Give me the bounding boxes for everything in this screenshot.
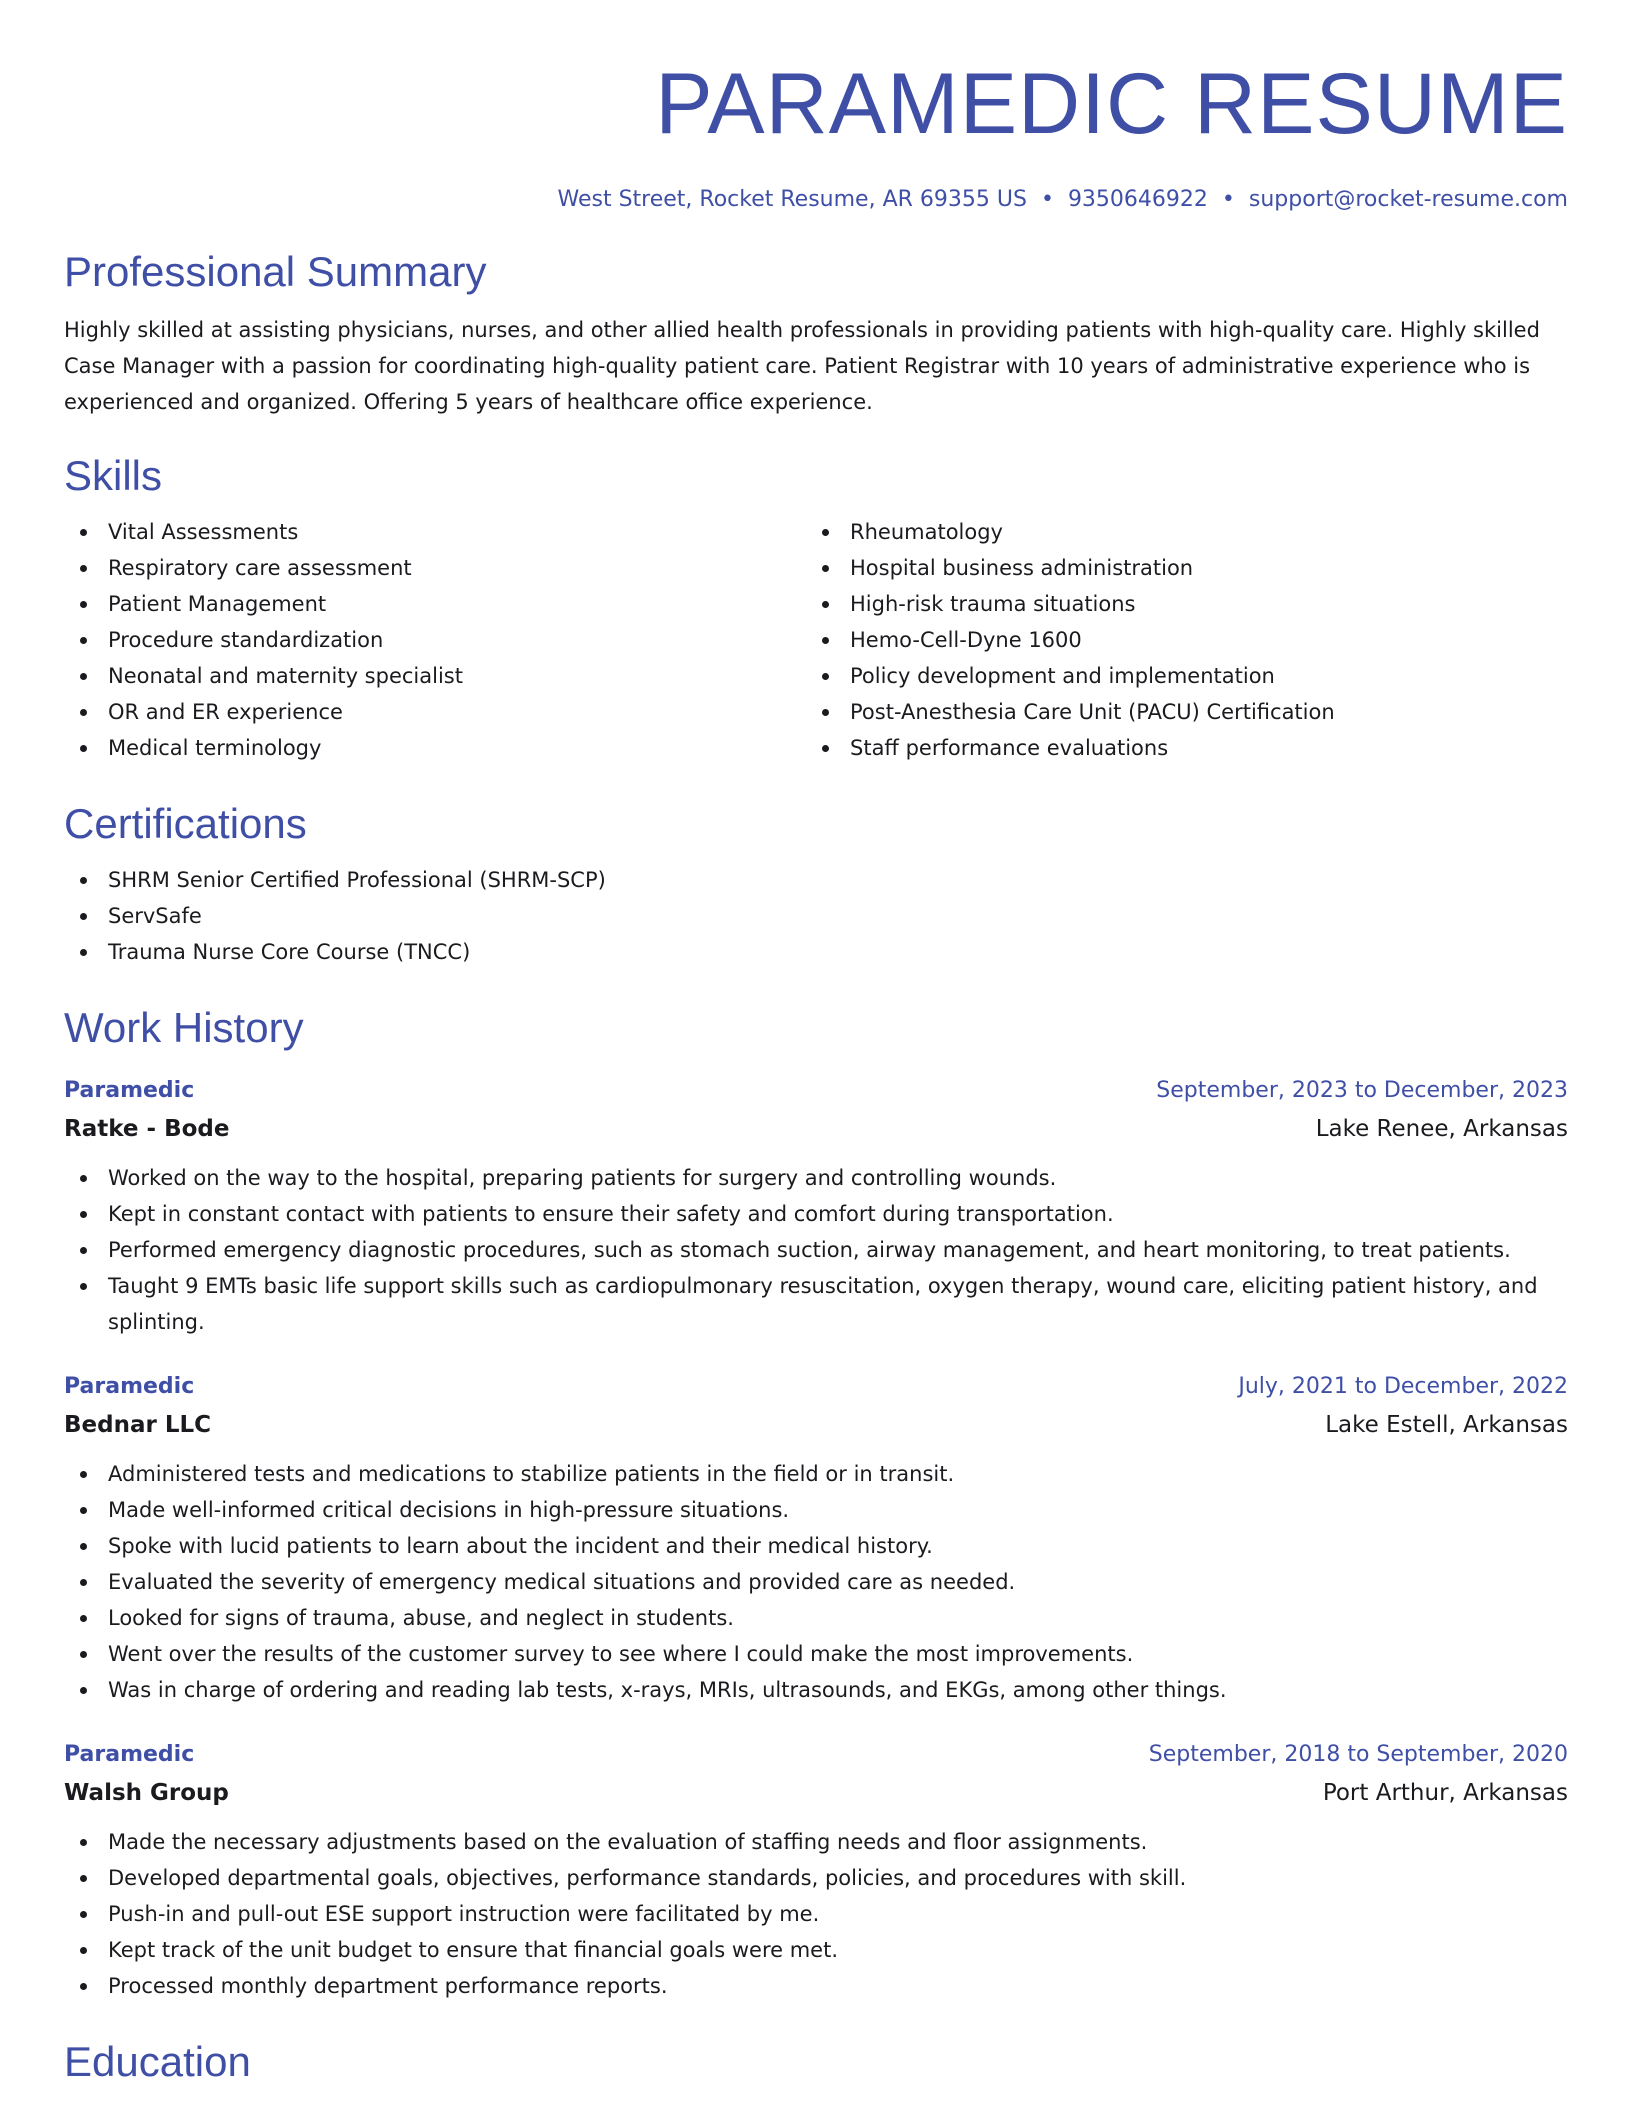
- certification-item: SHRM Senior Certified Professional (SHRM-SCP): [64, 862, 1568, 898]
- job-duty: Made well-informed critical decisions in high-pressure situations.: [64, 1492, 1568, 1528]
- job-duty: Developed departmental goals, objectives, performance standards, policies, and procedures with skill.: [64, 1860, 1568, 1896]
- job-subheader: [64, 1112, 1568, 1146]
- skill-item: Policy development and implementation: [806, 658, 1548, 694]
- skills-column-left: [64, 514, 806, 766]
- job-location: Port Arthur, Arkansas: [1322, 1780, 1568, 1806]
- job-duty: Evaluated the severity of emergency medical situations and provided care as needed.: [64, 1564, 1568, 1600]
- skill-item: Neonatal and maternity specialist: [64, 658, 806, 694]
- job-duty: Processed monthly department performance reports.: [64, 1968, 1568, 2004]
- job-duty: Looked for signs of trauma, abuse, and neglect in students.: [64, 1600, 1568, 1636]
- job-subheader: [64, 1776, 1568, 1810]
- job-title: Paramedic: [64, 1374, 195, 1399]
- skill-item: Medical terminology: [64, 730, 806, 766]
- skill-item: Post-Anesthesia Care Unit (PACU) Certification: [806, 694, 1548, 730]
- skill-item: Vital Assessments: [64, 514, 806, 550]
- job-dates: September, 2023 to December, 2023: [1156, 1078, 1568, 1103]
- job-duties-list: [64, 1824, 1568, 2004]
- work-history-heading: Work History: [64, 1004, 304, 1051]
- skills-list-right: [806, 514, 1548, 766]
- job-header: [64, 1370, 1568, 1404]
- skills-heading: Skills: [64, 452, 163, 499]
- contact-address: West Street, Rocket Resume, AR 69355 US: [557, 187, 1027, 212]
- skill-item: OR and ER experience: [64, 694, 806, 730]
- job-duty: Taught 9 EMTs basic life support skills such as cardiopulmonary resuscitation, oxygen therapy, wound care, eliciting patient history, and splinting.: [64, 1268, 1568, 1340]
- summary-text: Highly skilled at assisting physicians, nurses, and other allied health professionals in providing patients with high-quality care. Highly skilled Case Manager with a passion for coordinating high-quality patient care. Patient Registrar with 10 years of administrative experience who is experienced and organized. Offering 5 years of healthcare office experience.: [64, 318, 1540, 414]
- job-entry: [64, 1370, 1568, 1708]
- skill-item: Patient Management: [64, 586, 806, 622]
- job-header: [64, 1074, 1568, 1108]
- resume-page: [64, 0, 1568, 2112]
- job-dates: July, 2021 to December, 2022: [1238, 1374, 1568, 1399]
- job-duty: Administered tests and medications to stabilize patients in the field or in transit.: [64, 1456, 1568, 1492]
- job-duty: Went over the results of the customer survey to see where I could make the most improvements.: [64, 1636, 1568, 1672]
- job-dates: September, 2018 to September, 2020: [1148, 1742, 1568, 1767]
- skill-item: Procedure standardization: [64, 622, 806, 658]
- education-heading: Education: [64, 2038, 251, 2085]
- job-duties-list: [64, 1160, 1568, 1340]
- job-location: Lake Estell, Arkansas: [1325, 1412, 1568, 1438]
- skill-item: High-risk trauma situations: [806, 586, 1548, 622]
- job-title: Paramedic: [64, 1742, 195, 1767]
- job-duty: Was in charge of ordering and reading lab tests, x-rays, MRIs, ultrasounds, and EKGs, among other things.: [64, 1672, 1568, 1708]
- certifications-list: [64, 862, 1568, 970]
- job-header: [64, 1738, 1568, 1772]
- job-duty: Spoke with lucid patients to learn about the incident and their medical history.: [64, 1528, 1568, 1564]
- skill-item: Rheumatology: [806, 514, 1548, 550]
- skill-item: Staff performance evaluations: [806, 730, 1548, 766]
- skill-item: Hospital business administration: [806, 550, 1548, 586]
- skill-item: Hemo-Cell-Dyne 1600: [806, 622, 1548, 658]
- job-title: Paramedic: [64, 1078, 195, 1103]
- certifications-heading: Certifications: [64, 800, 307, 847]
- contact-line: [64, 184, 1568, 216]
- job-duty: Made the necessary adjustments based on the evaluation of staffing needs and floor assignments.: [64, 1824, 1568, 1860]
- summary-heading: Professional Summary: [64, 248, 487, 295]
- contact-phone: 9350646922: [1067, 187, 1208, 212]
- contact-email: support@rocket-resume.com: [1248, 187, 1568, 212]
- job-company: Ratke - Bode: [64, 1116, 230, 1142]
- job-subheader: [64, 1408, 1568, 1442]
- job-location: Lake Renee, Arkansas: [1315, 1116, 1568, 1142]
- skills-list-left: [64, 514, 806, 766]
- job-duties-list: [64, 1456, 1568, 1708]
- certification-item: Trauma Nurse Core Course (TNCC): [64, 934, 1568, 970]
- job-entry: [64, 1074, 1568, 1340]
- job-duty: Worked on the way to the hospital, preparing patients for surgery and controlling wounds.: [64, 1160, 1568, 1196]
- certification-item: ServSafe: [64, 898, 1568, 934]
- job-duty: Push-in and pull-out ESE support instruction were facilitated by me.: [64, 1896, 1568, 1932]
- job-duty: Kept track of the unit budget to ensure that financial goals were met.: [64, 1932, 1568, 1968]
- page-title: PARAMEDIC RESUME: [655, 56, 1568, 152]
- job-duty: Performed emergency diagnostic procedures, such as stomach suction, airway management, and heart monitoring, to treat patients.: [64, 1232, 1568, 1268]
- contact-separator: •: [1040, 187, 1054, 212]
- skills-column-right: [806, 514, 1548, 766]
- contact-separator: •: [1221, 187, 1235, 212]
- job-company: Bednar LLC: [64, 1412, 212, 1438]
- skills-grid: [64, 514, 1568, 766]
- skill-item: Respiratory care assessment: [64, 550, 806, 586]
- job-duty: Kept in constant contact with patients to ensure their safety and comfort during transportation.: [64, 1196, 1568, 1232]
- job-entry: [64, 1738, 1568, 2004]
- job-company: Walsh Group: [64, 1780, 229, 1806]
